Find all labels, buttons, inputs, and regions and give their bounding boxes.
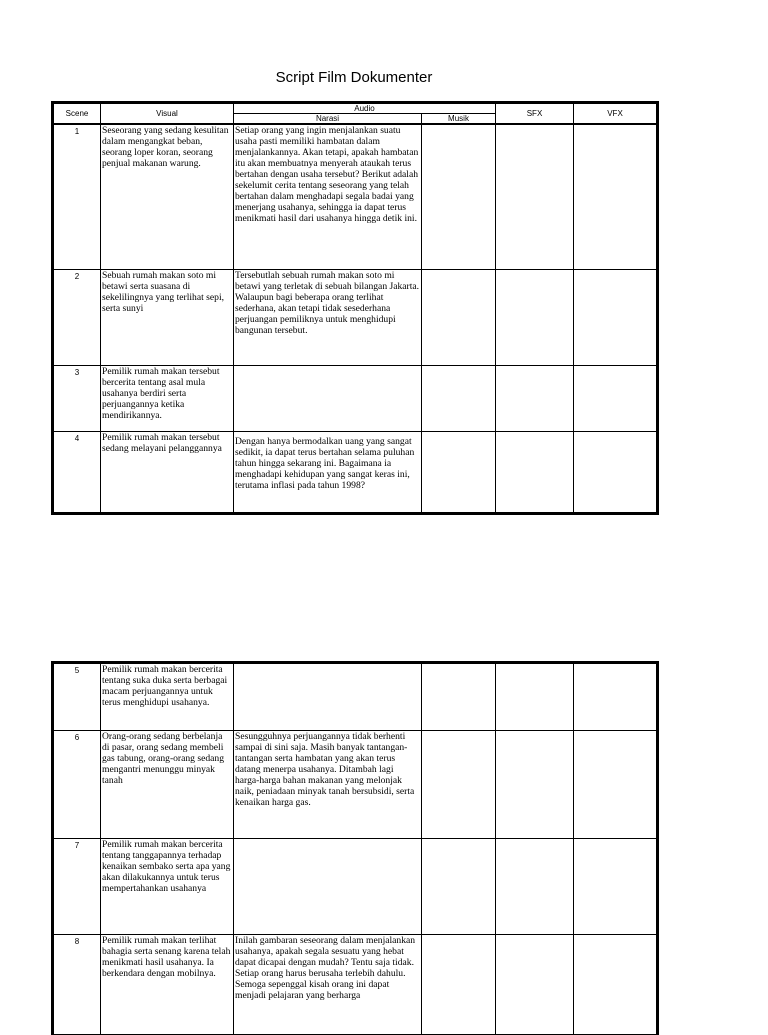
visual-cell: Pemilik rumah makan bercerita tentang suka duka serta berbagai macam perjuangannya untuk terus menghidupi usahanya. — [101, 663, 234, 731]
header-sfx: SFX — [496, 103, 574, 125]
vfx-cell — [574, 839, 658, 935]
scene-number: 3 — [53, 365, 101, 431]
sfx-cell — [496, 365, 574, 431]
scene-number: 8 — [53, 935, 101, 1035]
table-row — [53, 839, 658, 935]
table-row — [53, 269, 658, 365]
musik-cell — [422, 124, 496, 269]
vfx-cell — [574, 124, 658, 269]
sfx-cell — [496, 124, 574, 269]
header-narasi: Narasi — [234, 114, 422, 125]
musik-cell — [422, 731, 496, 839]
musik-cell — [422, 663, 496, 731]
table-row — [53, 731, 658, 839]
scene-number: 5 — [53, 663, 101, 731]
script-table-page-1 — [51, 101, 659, 515]
sfx-cell — [496, 663, 574, 731]
header-scene: Scene — [53, 103, 101, 125]
vfx-cell — [574, 731, 658, 839]
header-vfx: VFX — [574, 103, 658, 125]
visual-cell: Pemilik rumah makan terlihat bahagia serta senang karena telah menikmati hasil usahanya. Ia berkendara dengan mobilnya. — [101, 935, 234, 1035]
table-row — [53, 935, 658, 1035]
header-musik: Musik — [422, 114, 496, 125]
narasi-cell: Setiap orang yang ingin menjalankan suatu usaha pasti memiliki hambatan dalam menjalankannya. Akan tetapi, apakah hambatan itu akan membuatnya menyerah ataukah terus bertahan dengan usaha tersebut? Berikut adalah sekelumit cerita tentang seseorang yang telah bertahan dalam menghadapi segala badai yang menerjang usahanya, sehingga ia dapat terus menikmati hasil dari usahanya hingga detik ini. — [234, 124, 422, 269]
sfx-cell — [496, 839, 574, 935]
table-row — [53, 663, 658, 731]
script-table-page-2 — [51, 661, 659, 1035]
vfx-cell — [574, 935, 658, 1035]
narasi-cell: Inilah gambaran seseorang dalam menjalankan usahanya, apakah segala sesuatu yang hebat dapat dicapai dengan mudah? Tentu saja tidak. Setiap orang harus berusaha terlebih dahulu. Semoga sepenggal kisah orang ini dapat menjadi pelajaran yang berharga — [234, 935, 422, 1035]
musik-cell — [422, 935, 496, 1035]
visual-cell: Pemilik rumah makan tersebut sedang melayani pelanggannya — [101, 431, 234, 513]
sfx-cell — [496, 731, 574, 839]
narasi-cell: Tersebutlah sebuah rumah makan soto mi betawi yang terletak di sebuah bilangan Jakarta. Walaupun bagi beberapa orang terlihat sederhana, akan tetapi tidak sesederhana perjuangan pemiliknya untuk menghidupi bangunan tersebut. — [234, 269, 422, 365]
sfx-cell — [496, 431, 574, 513]
page-title: Script Film Dokumenter — [275, 69, 433, 86]
narasi-cell — [234, 839, 422, 935]
vfx-cell — [574, 663, 658, 731]
header-visual: Visual — [101, 103, 234, 125]
sfx-cell — [496, 269, 574, 365]
musik-cell — [422, 365, 496, 431]
scene-number: 7 — [53, 839, 101, 935]
scene-number: 1 — [53, 124, 101, 269]
header-audio: Audio — [234, 103, 496, 114]
visual-cell: Sebuah rumah makan soto mi betawi serta suasana di sekelilingnya yang terlihat sepi, serta sunyi — [101, 269, 234, 365]
visual-cell: Pemilik rumah makan bercerita tentang tanggapannya terhadap kenaikan sembako serta apa yang akan dilakukannya untuk terus mempertahankan usahanya — [101, 839, 234, 935]
vfx-cell — [574, 431, 658, 513]
narasi-cell — [234, 365, 422, 431]
table-row — [53, 365, 658, 431]
narasi-cell: Sesungguhnya perjuangannya tidak berhenti sampai di sini saja. Masih banyak tantangan-tantangan serta hambatan yang akan terus datang menerpa usahanya. Ditambah lagi harga-harga bahan makanan yang melonjak naik, peniadaan minyak tanah bersubsidi, serta kenaikan harga gas. — [234, 731, 422, 839]
table-row — [53, 431, 658, 513]
visual-cell: Orang-orang sedang berbelanja di pasar, orang sedang membeli gas tabung, orang-orang sedang mengantri menunggu minyak tanah — [101, 731, 234, 839]
visual-cell: Seseorang yang sedang kesulitan dalam mengangkat beban, seorang loper koran, seorang penjual makanan warung. — [101, 124, 234, 269]
vfx-cell — [574, 365, 658, 431]
narasi-cell: Dengan hanya bermodalkan uang yang sangat sedikit, ia dapat terus bertahan selama puluhan tahun hingga sekarang ini. Bagaimana ia menghadapi kehidupan yang sangat keras ini, terutama inflasi pada tahun 1998? — [234, 431, 422, 513]
sfx-cell — [496, 935, 574, 1035]
narasi-cell — [234, 663, 422, 731]
scene-number: 4 — [53, 431, 101, 513]
musik-cell — [422, 839, 496, 935]
table-row — [53, 124, 658, 269]
scene-number: 2 — [53, 269, 101, 365]
scene-number: 6 — [53, 731, 101, 839]
visual-cell: Pemilik rumah makan tersebut bercerita tentang asal mula usahanya berdiri serta perjuangannya ketika mendirikannya. — [101, 365, 234, 431]
musik-cell — [422, 431, 496, 513]
vfx-cell — [574, 269, 658, 365]
musik-cell — [422, 269, 496, 365]
